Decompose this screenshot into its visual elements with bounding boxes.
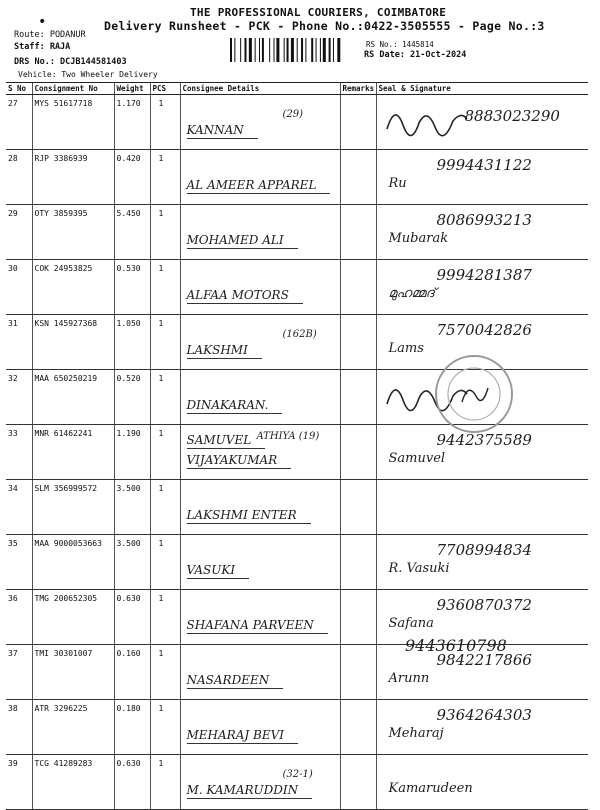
sno-cell — [6, 260, 32, 315]
pcs-cell — [150, 755, 180, 810]
sno-cell — [6, 535, 32, 590]
consignment-cell — [32, 425, 114, 480]
weight-value: 5.450 — [116, 209, 141, 218]
barcode-bar — [240, 38, 241, 62]
barcode-bar — [255, 38, 256, 62]
weight-value: 0.530 — [116, 264, 141, 273]
pcs-value: 1 — [158, 649, 164, 658]
sno-value: 30 — [8, 264, 18, 273]
consignee-note: ATHIYA (19) — [256, 431, 320, 442]
col-weight: Weight — [114, 83, 150, 95]
pcs-value: 1 — [158, 704, 164, 713]
weight-cell — [114, 95, 150, 150]
barcode-bar — [276, 38, 279, 62]
weight-value: 0.520 — [116, 374, 141, 383]
consignee-cell — [180, 205, 340, 260]
signature-cell — [376, 95, 588, 150]
remarks-cell — [340, 700, 376, 755]
consignee-name: MOHAMED ALI — [187, 233, 298, 249]
receiver-phone: 9994281387 — [436, 266, 532, 284]
consignment-value: TMG 200652305 — [34, 594, 98, 603]
pcs-value: 1 — [158, 99, 164, 108]
consignment-value: OTY 3859395 — [34, 209, 88, 218]
consignee-cell — [180, 425, 340, 480]
barcode-bar — [291, 38, 294, 62]
consignment-value: SLM 356999572 — [34, 484, 98, 493]
receiver-phone: 9360870372 — [436, 596, 532, 614]
signature-text: Samuvel — [388, 451, 446, 466]
consignee-note: (32-1) — [282, 769, 313, 780]
col-remarks: Remarks — [340, 83, 376, 95]
consignee-name: DINAKARAN. — [187, 398, 283, 414]
signature-cell — [376, 205, 588, 260]
consignment-value: KSN 145927368 — [34, 319, 98, 328]
sno-value: 27 — [8, 99, 18, 108]
consignment-cell — [32, 590, 114, 645]
consignment-cell — [32, 480, 114, 535]
weight-cell — [114, 205, 150, 260]
table-row — [6, 755, 588, 810]
weight-cell — [114, 370, 150, 425]
sno-value: 33 — [8, 429, 18, 438]
consignee-name-2: VIJAYAKUMAR — [187, 453, 292, 469]
barcode-bar — [297, 38, 298, 62]
remarks-cell — [340, 205, 376, 260]
consignment-cell — [32, 755, 114, 810]
page-mark: • — [38, 14, 47, 30]
table-header-row — [6, 83, 588, 95]
consignment-cell — [32, 645, 114, 700]
table-row — [6, 480, 588, 535]
consignment-cell — [32, 150, 114, 205]
sno-value: 28 — [8, 154, 18, 163]
staff-label: Staff: RAJA — [14, 42, 71, 52]
pcs-cell — [150, 260, 180, 315]
barcode-bar — [301, 38, 303, 62]
weight-value: 0.160 — [116, 649, 141, 658]
barcode-bar — [249, 38, 252, 62]
col-signature: Seal & Signature — [376, 83, 588, 95]
consignee-cell — [180, 700, 340, 755]
sno-cell — [6, 315, 32, 370]
receiver-phone: 8086993213 — [436, 211, 532, 229]
table-row — [6, 150, 588, 205]
pcs-cell — [150, 590, 180, 645]
consignee-name: M. KAMARUDDIN — [187, 783, 313, 799]
consignment-value: RJP 3386939 — [34, 154, 88, 163]
rs-date: RS Date: 21-Oct-2024 — [364, 50, 467, 60]
signature-text: Ru — [388, 176, 407, 191]
consignee-cell — [180, 370, 340, 425]
sno-cell — [6, 370, 32, 425]
pcs-cell — [150, 150, 180, 205]
weight-value: 0.630 — [116, 594, 141, 603]
sno-cell — [6, 205, 32, 260]
barcode-bar — [274, 38, 275, 62]
consignee-name: SAMUVEL — [187, 433, 266, 449]
sno-value: 34 — [8, 484, 18, 493]
sno-value: 32 — [8, 374, 18, 383]
consignment-value: TCG 41289283 — [34, 759, 93, 768]
consignment-cell — [32, 205, 114, 260]
barcode-bar — [305, 38, 306, 62]
remarks-cell — [340, 315, 376, 370]
receiver-phone: 9364264303 — [436, 706, 532, 724]
weight-value: 3.500 — [116, 484, 141, 493]
rs-number: RS No.: 1445814 — [366, 40, 434, 49]
pcs-value: 1 — [158, 209, 164, 218]
remarks-cell — [340, 370, 376, 425]
barcode-bar — [323, 38, 326, 62]
signature-scribble-icon — [381, 99, 471, 139]
signature-cell — [376, 150, 588, 205]
col-sno: S No — [6, 83, 32, 95]
consignee-cell — [180, 590, 340, 645]
barcode-bar — [287, 38, 289, 62]
signature-text: Arunn — [388, 671, 430, 686]
barcode-bar — [333, 38, 334, 62]
remarks-cell — [340, 645, 376, 700]
sno-value: 29 — [8, 209, 18, 218]
consignment-value: TMI 30301007 — [34, 649, 93, 658]
signature-cell — [376, 535, 588, 590]
pcs-value: 1 — [158, 594, 164, 603]
signature-text: Safana — [388, 616, 434, 631]
sno-value: 37 — [8, 649, 18, 658]
consignee-name: SHAFANA PARVEEN — [187, 618, 328, 634]
sno-cell — [6, 645, 32, 700]
consignment-cell — [32, 315, 114, 370]
pcs-cell — [150, 370, 180, 425]
barcode-bar — [320, 38, 321, 62]
signature-cell — [376, 700, 588, 755]
table-row — [6, 205, 588, 260]
consignee-name: VASUKI — [187, 563, 250, 579]
consignee-name: NASARDEEN — [187, 673, 284, 689]
consignment-cell — [32, 260, 114, 315]
consignment-value: ATR 3296225 — [34, 704, 88, 713]
table-row — [6, 700, 588, 755]
weight-value: 1.050 — [116, 319, 141, 328]
pcs-cell — [150, 480, 180, 535]
receiver-phone: 8883023290 — [464, 107, 560, 125]
weight-value: 3.500 — [116, 539, 141, 548]
trailing-phone: 9443610798 — [405, 636, 507, 655]
col-pcs: PCS — [150, 83, 180, 95]
weight-value: 1.170 — [116, 99, 141, 108]
consignee-name: KANNAN — [187, 123, 258, 139]
table-row — [6, 260, 588, 315]
receiver-phone: 9842217866 — [436, 651, 532, 669]
remarks-cell — [340, 535, 376, 590]
consignment-cell — [32, 95, 114, 150]
route-label: Route: PODANUR — [14, 30, 86, 40]
signature-text: Meharaj — [388, 726, 444, 741]
pcs-cell — [150, 205, 180, 260]
weight-cell — [114, 315, 150, 370]
signature-cell — [376, 755, 588, 810]
pcs-value: 1 — [158, 264, 164, 273]
weight-cell — [114, 700, 150, 755]
seal-stamp-icon — [432, 352, 516, 436]
weight-cell — [114, 755, 150, 810]
sno-value: 35 — [8, 539, 18, 548]
document-subtitle: Delivery Runsheet - PCK - Phone No.:0422-3505555 - Page No.:3 — [104, 19, 545, 33]
barcode-bar — [234, 38, 235, 62]
pcs-cell — [150, 315, 180, 370]
weight-cell — [114, 590, 150, 645]
sno-cell — [6, 590, 32, 645]
pcs-cell — [150, 95, 180, 150]
weight-value: 0.420 — [116, 154, 141, 163]
remarks-cell — [340, 755, 376, 810]
pcs-value: 1 — [158, 154, 164, 163]
weight-cell — [114, 535, 150, 590]
weight-value: 0.180 — [116, 704, 141, 713]
consignee-cell — [180, 95, 340, 150]
pcs-value: 1 — [158, 319, 164, 328]
pcs-value: 1 — [158, 539, 164, 548]
remarks-cell — [340, 425, 376, 480]
receiver-phone: 7708994834 — [436, 541, 532, 559]
consignee-cell — [180, 260, 340, 315]
pcs-value: 1 — [158, 759, 164, 768]
weight-cell — [114, 150, 150, 205]
pcs-value: 1 — [158, 374, 164, 383]
consignee-name: LAKSHMI ENTER — [187, 508, 311, 524]
weight-value: 1.190 — [116, 429, 141, 438]
signature-cell — [376, 480, 588, 535]
drs-number: DRS No.: DCJB144581403 — [14, 57, 127, 67]
consignee-cell — [180, 150, 340, 205]
consignee-name: AL AMEER APPAREL — [187, 178, 331, 194]
col-consignment: Consignment No — [32, 83, 114, 95]
sno-value: 31 — [8, 319, 18, 328]
pcs-cell — [150, 535, 180, 590]
sno-cell — [6, 480, 32, 535]
barcode-bar — [284, 38, 285, 62]
barcode-bar — [316, 38, 317, 62]
pcs-cell — [150, 645, 180, 700]
consignee-cell — [180, 315, 340, 370]
signature-text: Lams — [388, 341, 424, 356]
sno-cell — [6, 425, 32, 480]
signature-text: R. Vasuki — [388, 561, 450, 576]
sno-value: 39 — [8, 759, 18, 768]
sno-cell — [6, 755, 32, 810]
signature-text: Kamarudeen — [388, 781, 473, 796]
barcode-bar — [269, 38, 270, 62]
signature-cell — [376, 260, 588, 315]
pcs-value: 1 — [158, 429, 164, 438]
weight-cell — [114, 260, 150, 315]
remarks-cell — [340, 260, 376, 315]
weight-value: 0.630 — [116, 759, 141, 768]
pcs-cell — [150, 425, 180, 480]
pcs-cell — [150, 700, 180, 755]
remarks-cell — [340, 150, 376, 205]
consignment-cell — [32, 370, 114, 425]
barcode-bar — [311, 38, 313, 62]
weight-cell — [114, 645, 150, 700]
receiver-phone: 9442375589 — [436, 431, 532, 449]
weight-cell — [114, 480, 150, 535]
consignment-value: MAA 9000053663 — [34, 539, 102, 548]
sno-cell — [6, 95, 32, 150]
barcode-bar — [329, 38, 331, 62]
consignee-cell — [180, 480, 340, 535]
sno-value: 38 — [8, 704, 18, 713]
remarks-cell — [340, 480, 376, 535]
sno-value: 36 — [8, 594, 18, 603]
pcs-value: 1 — [158, 484, 164, 493]
consignee-note: (29) — [282, 109, 304, 120]
consignee-name: MEHARAJ BEVI — [187, 728, 299, 744]
consignee-name: ALFAA MOTORS — [187, 288, 303, 304]
signature-text: Mubarak — [388, 231, 449, 246]
weight-cell — [114, 425, 150, 480]
barcode-bar — [259, 38, 260, 62]
consignment-value: MAA 650250219 — [34, 374, 98, 383]
barcode-bar — [337, 38, 340, 62]
barcode-bar — [245, 38, 247, 62]
table-row — [6, 535, 588, 590]
receiver-phone: 7570042826 — [436, 321, 532, 339]
consignee-cell — [180, 535, 340, 590]
consignee-note: (162B) — [282, 329, 317, 340]
remarks-cell — [340, 590, 376, 645]
barcode-bar — [262, 38, 264, 62]
consignment-value: COK 24953825 — [34, 264, 93, 273]
barcode-bar — [230, 38, 232, 62]
consignment-value: MNR 61462241 — [34, 429, 93, 438]
sno-cell — [6, 150, 32, 205]
barcode-icon — [230, 38, 360, 62]
vehicle-label: Vehicle: Two Wheeler Delivery — [18, 70, 158, 79]
consignment-cell — [32, 700, 114, 755]
col-consignee: Consignee Details — [180, 83, 340, 95]
runsheet-table — [6, 82, 588, 810]
consignment-value: MYS 51617718 — [34, 99, 93, 108]
consignee-name: LAKSHMI — [187, 343, 262, 359]
consignee-cell — [180, 645, 340, 700]
consignment-cell — [32, 535, 114, 590]
consignee-cell — [180, 755, 340, 810]
document-title: THE PROFESSIONAL COURIERS, COIMBATORE — [190, 6, 447, 19]
receiver-phone: 9994431122 — [436, 156, 532, 174]
sno-cell — [6, 700, 32, 755]
table-row — [6, 95, 588, 150]
remarks-cell — [340, 95, 376, 150]
signature-text: മുഹമ്മദ് — [388, 286, 435, 301]
